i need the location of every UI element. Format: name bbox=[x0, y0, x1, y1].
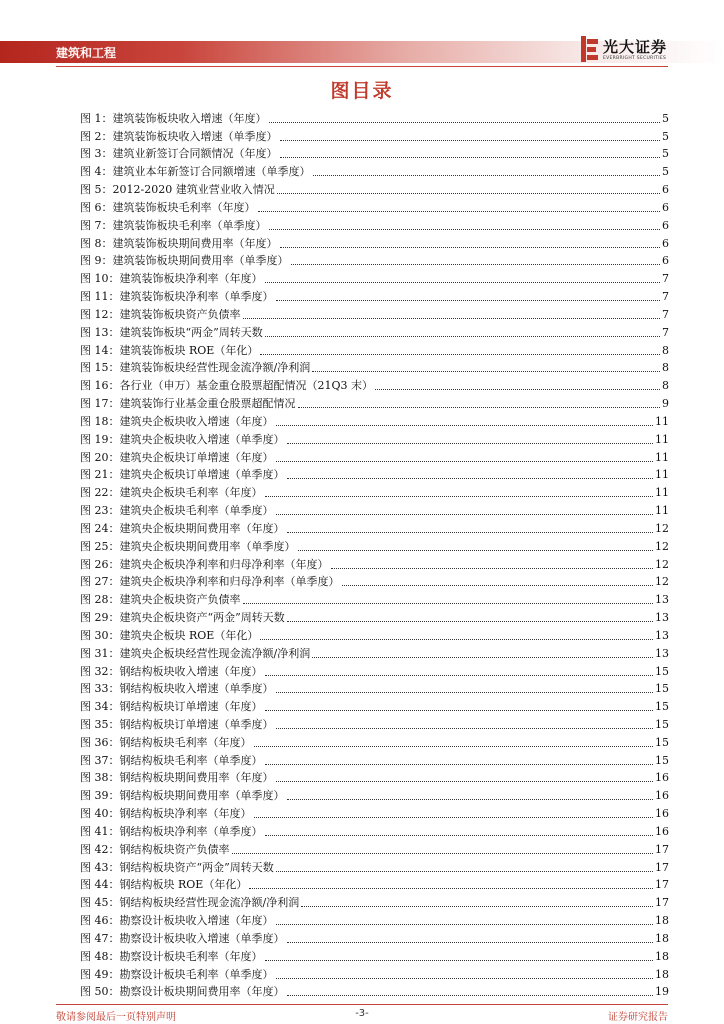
toc-entry-label[interactable]: 图 47：勘察设计板块收入增速（单季度） bbox=[80, 931, 285, 945]
toc-entry-page[interactable]: 17 bbox=[655, 860, 669, 874]
toc-entry-page[interactable]: 12 bbox=[655, 521, 669, 535]
toc-entry-label[interactable]: 图 50：勘察设计板块期间费用率（年度） bbox=[80, 985, 285, 999]
toc-leader-dots bbox=[276, 461, 654, 462]
toc-leader-dots bbox=[301, 906, 653, 907]
toc-entry[interactable] bbox=[80, 875, 669, 893]
toc-entry-label[interactable]: 图 33：钢结构板块收入增速（单季度） bbox=[80, 682, 274, 696]
toc-entry[interactable] bbox=[80, 679, 669, 697]
toc-leader-dots bbox=[243, 318, 661, 319]
toc-leader-dots bbox=[276, 978, 654, 979]
toc-leader-dots bbox=[249, 888, 653, 889]
toc-entry-label[interactable]: 图 36：钢结构板块毛利率（年度） bbox=[80, 735, 252, 749]
toc-leader-dots bbox=[287, 621, 653, 622]
toc-leader-dots bbox=[276, 728, 654, 729]
toc-entry[interactable] bbox=[80, 233, 669, 251]
toc-leader-dots bbox=[265, 710, 654, 711]
page-number: -3- bbox=[355, 1008, 369, 1019]
toc-entry-label[interactable]: 图 26：建筑央企板块净利率和归母净利率（年度） bbox=[80, 557, 329, 571]
footer-disclaimer: 敬请参阅最后一页特别声明 bbox=[56, 1012, 176, 1023]
toc-entry-label[interactable]: 图 43：钢结构板块资产“两金”周转天数 bbox=[80, 860, 274, 874]
toc-entry-page[interactable]: 5 bbox=[662, 129, 669, 143]
toc-leader-dots bbox=[287, 478, 654, 479]
toc-entry[interactable] bbox=[80, 161, 669, 179]
toc-entry[interactable] bbox=[80, 839, 669, 857]
toc-entry[interactable] bbox=[80, 857, 669, 875]
toc-leader-dots bbox=[265, 496, 654, 497]
toc-entry-page[interactable]: 5 bbox=[662, 111, 669, 125]
toc-entry-label[interactable]: 图 46：勘察设计板块收入增速（年度） bbox=[80, 914, 274, 928]
toc-entry[interactable] bbox=[80, 411, 669, 429]
toc-entry[interactable] bbox=[80, 197, 669, 215]
toc-entry-page[interactable]: 11 bbox=[655, 414, 669, 428]
toc-entry[interactable] bbox=[80, 696, 669, 714]
toc-entry-label[interactable]: 图 32：钢结构板块收入增速（年度） bbox=[80, 664, 263, 678]
toc-entry[interactable] bbox=[80, 910, 669, 928]
toc-entry[interactable] bbox=[80, 340, 669, 358]
toc-entry-page[interactable]: 15 bbox=[655, 753, 669, 767]
toc-entry-label[interactable]: 图 42：钢结构板块资产负债率 bbox=[80, 842, 230, 856]
toc-entry[interactable] bbox=[80, 465, 669, 483]
toc-leader-dots bbox=[276, 514, 654, 515]
toc-entry[interactable] bbox=[80, 286, 669, 304]
toc-leader-dots bbox=[269, 122, 661, 123]
toc-entry-page[interactable]: 6 bbox=[662, 254, 669, 268]
logo-mark-icon bbox=[581, 36, 599, 62]
toc-leader-dots bbox=[258, 211, 661, 212]
toc-entry-page[interactable]: 17 bbox=[655, 896, 669, 910]
toc-entry-page[interactable]: 15 bbox=[655, 682, 669, 696]
toc-entry-page[interactable]: 16 bbox=[655, 789, 669, 803]
toc-entry[interactable] bbox=[80, 625, 669, 643]
toc-leader-dots bbox=[276, 924, 654, 925]
logo-english-name: EVERBRIGHT SECURITIES bbox=[603, 56, 667, 61]
toc-entry-page[interactable]: 8 bbox=[662, 343, 669, 357]
toc-leader-dots bbox=[254, 817, 654, 818]
toc-entry[interactable] bbox=[80, 268, 669, 286]
toc-entry-page[interactable]: 12 bbox=[655, 539, 669, 553]
toc-entry-page[interactable]: 8 bbox=[662, 361, 669, 375]
toc-leader-dots bbox=[313, 175, 661, 176]
toc-entry-label[interactable]: 图 11：建筑装饰板块净利率（单季度） bbox=[80, 290, 274, 304]
toc-entry-label[interactable]: 图 31：建筑央企板块经营性现金流净额/净利润 bbox=[80, 646, 311, 660]
toc-entry-label[interactable]: 图 4：建筑业本年新签订合同额增速（单季度） bbox=[80, 165, 311, 179]
toc-leader-dots bbox=[342, 585, 654, 586]
toc-leader-dots bbox=[276, 781, 654, 782]
toc-entry-page[interactable]: 11 bbox=[655, 432, 669, 446]
toc-entry-label[interactable]: 图 44：钢结构板块 ROE（年化） bbox=[80, 878, 248, 892]
toc-entry[interactable] bbox=[80, 429, 669, 447]
toc-leader-dots bbox=[312, 657, 653, 658]
toc-entry[interactable] bbox=[80, 928, 669, 946]
toc-entry[interactable] bbox=[80, 536, 669, 554]
toc-entry-page[interactable]: 6 bbox=[662, 218, 669, 232]
toc-entry-page[interactable]: 15 bbox=[655, 664, 669, 678]
toc-leader-dots bbox=[254, 746, 654, 747]
toc-entry-page[interactable]: 16 bbox=[655, 824, 669, 838]
toc-title: 图目录 bbox=[330, 80, 394, 102]
toc-entry-label[interactable]: 图 45：钢结构板块经营性现金流净额/净利润 bbox=[80, 896, 300, 910]
toc-leader-dots bbox=[277, 193, 660, 194]
toc-entry-page[interactable]: 7 bbox=[662, 272, 669, 286]
toc-leader-dots bbox=[312, 371, 660, 372]
toc-entry[interactable] bbox=[80, 304, 669, 322]
toc-entry-label[interactable]: 图 35：钢结构板块订单增速（单季度） bbox=[80, 717, 274, 731]
toc-leader-dots bbox=[265, 764, 654, 765]
toc-entry-page[interactable]: 19 bbox=[655, 985, 669, 999]
toc-entry[interactable] bbox=[80, 964, 669, 982]
toc-entry-label[interactable]: 图 39：钢结构板块期间费用率（单季度） bbox=[80, 789, 285, 803]
section-title: 建筑和工程 bbox=[56, 46, 117, 60]
toc-entry[interactable] bbox=[80, 661, 669, 679]
toc-entry[interactable] bbox=[80, 768, 669, 786]
toc-entry[interactable] bbox=[80, 982, 669, 1000]
toc-entry-label[interactable]: 图 22：建筑央企板块毛利率（年度） bbox=[80, 486, 263, 500]
toc-entry-page[interactable]: 7 bbox=[662, 290, 669, 304]
toc-leader-dots bbox=[260, 639, 653, 640]
toc-entry-label[interactable]: 图 21：建筑央企板块订单增速（单季度） bbox=[80, 468, 285, 482]
toc-leader-dots bbox=[260, 354, 660, 355]
toc-entry-page[interactable]: 11 bbox=[655, 504, 669, 518]
toc-entry-page[interactable]: 12 bbox=[655, 575, 669, 589]
toc-entry-label[interactable]: 图 24：建筑央企板块期间费用率（年度） bbox=[80, 521, 285, 535]
toc-entry-label[interactable]: 图 8：建筑装饰板块期间费用率（年度） bbox=[80, 236, 278, 250]
toc-entry-label[interactable]: 图 7：建筑装饰板块毛利率（单季度） bbox=[80, 218, 267, 232]
toc-entry[interactable] bbox=[80, 358, 669, 376]
toc-leader-dots bbox=[276, 425, 654, 426]
toc-entry-page[interactable]: 18 bbox=[655, 949, 669, 963]
toc-entry-page[interactable]: 13 bbox=[655, 593, 669, 607]
toc-entry-label[interactable]: 图 49：勘察设计板块毛利率（单季度） bbox=[80, 967, 274, 981]
toc-leader-dots bbox=[331, 568, 654, 569]
toc-entry-label[interactable]: 图 5：2012-2020 建筑业营业收入情况 bbox=[80, 183, 275, 197]
toc-leader-dots bbox=[280, 247, 661, 248]
toc-entry-page[interactable]: 18 bbox=[655, 914, 669, 928]
toc-leader-dots bbox=[298, 550, 654, 551]
toc-entry-page[interactable]: 6 bbox=[662, 200, 669, 214]
toc-entry[interactable] bbox=[80, 482, 669, 500]
toc-entry-label[interactable]: 图 40：钢结构板块净利率（年度） bbox=[80, 807, 252, 821]
toc-entry[interactable] bbox=[80, 251, 669, 269]
toc-leader-dots bbox=[287, 799, 654, 800]
toc-leader-dots bbox=[280, 140, 661, 141]
toc-leader-dots bbox=[265, 675, 654, 676]
toc-entry[interactable] bbox=[80, 607, 669, 625]
toc-leader-dots bbox=[265, 960, 654, 961]
toc-entry-label[interactable]: 图 29：建筑央企板块资产“两金”周转天数 bbox=[80, 611, 285, 625]
toc-entry-label[interactable]: 图 1：建筑装饰板块收入增速（年度） bbox=[80, 111, 267, 125]
toc-entry[interactable] bbox=[80, 500, 669, 518]
toc-leader-dots bbox=[291, 264, 661, 265]
toc-entry-label[interactable]: 图 16：各行业（申万）基金重仓股票超配情况（21Q3 末） bbox=[80, 379, 374, 393]
toc-entry-label[interactable]: 图 9：建筑装饰板块期间费用率（单季度） bbox=[80, 254, 289, 268]
toc-entry-page[interactable]: 7 bbox=[662, 307, 669, 321]
toc-entry-label[interactable]: 图 19：建筑央企板块收入增速（单季度） bbox=[80, 432, 285, 446]
toc-entry-page[interactable]: 16 bbox=[655, 807, 669, 821]
logo-name: 光大证券 bbox=[603, 38, 668, 56]
toc-entry-page[interactable]: 13 bbox=[655, 646, 669, 660]
toc-entry-page[interactable]: 17 bbox=[655, 878, 669, 892]
toc-leader-dots bbox=[269, 229, 661, 230]
toc-entry-page[interactable]: 18 bbox=[655, 931, 669, 945]
toc-entry-label[interactable]: 图 15：建筑装饰板块经营性现金流净额/净利润 bbox=[80, 361, 311, 375]
toc-entry-label[interactable]: 图 3：建筑业新签订合同额情况（年度） bbox=[80, 147, 278, 161]
figure-list bbox=[80, 108, 669, 999]
toc-entry-label[interactable]: 图 37：钢结构板块毛利率（单季度） bbox=[80, 753, 263, 767]
footer-report-type: 证券研究报告 bbox=[608, 1012, 668, 1023]
toc-entry-page[interactable]: 7 bbox=[662, 325, 669, 339]
toc-entry[interactable] bbox=[80, 447, 669, 465]
toc-entry[interactable] bbox=[80, 643, 669, 661]
toc-entry-page[interactable]: 5 bbox=[662, 147, 669, 161]
toc-entry[interactable] bbox=[80, 144, 669, 162]
toc-entry-label[interactable]: 图 17：建筑装饰行业基金重仓股票超配情况 bbox=[80, 397, 296, 411]
toc-entry-label[interactable]: 图 30：建筑央企板块 ROE（年化） bbox=[80, 628, 259, 642]
toc-leader-dots bbox=[265, 282, 661, 283]
toc-entry[interactable] bbox=[80, 518, 669, 536]
toc-entry[interactable] bbox=[80, 375, 669, 393]
toc-leader-dots bbox=[287, 532, 654, 533]
toc-entry[interactable] bbox=[80, 589, 669, 607]
toc-entry-page[interactable]: 6 bbox=[662, 183, 669, 197]
toc-entry-label[interactable]: 图 6：建筑装饰板块毛利率（年度） bbox=[80, 200, 256, 214]
toc-entry-page[interactable]: 16 bbox=[655, 771, 669, 785]
toc-entry-label[interactable]: 图 13：建筑装饰板块“两金”周转天数 bbox=[80, 325, 263, 339]
toc-leader-dots bbox=[375, 389, 660, 390]
toc-leader-dots bbox=[276, 692, 654, 693]
toc-entry-label[interactable]: 图 20：建筑央企板块订单增速（年度） bbox=[80, 450, 274, 464]
toc-entry-page[interactable]: 9 bbox=[662, 397, 669, 411]
toc-entry-page[interactable]: 17 bbox=[655, 842, 669, 856]
toc-leader-dots bbox=[287, 942, 654, 943]
toc-entry-page[interactable]: 12 bbox=[655, 557, 669, 571]
toc-entry-page[interactable]: 6 bbox=[662, 236, 669, 250]
toc-leader-dots bbox=[287, 443, 654, 444]
toc-leader-dots bbox=[232, 853, 654, 854]
toc-entry-label[interactable]: 图 12：建筑装饰板块资产负债率 bbox=[80, 307, 241, 321]
toc-leader-dots bbox=[265, 336, 660, 337]
toc-entry[interactable] bbox=[80, 322, 669, 340]
toc-entry[interactable] bbox=[80, 108, 669, 126]
toc-leader-dots bbox=[276, 300, 661, 301]
toc-entry-label[interactable]: 图 27：建筑央企板块净利率和归母净利率（单季度） bbox=[80, 575, 340, 589]
toc-entry[interactable] bbox=[80, 179, 669, 197]
toc-entry-label[interactable]: 图 38：钢结构板块期间费用率（年度） bbox=[80, 771, 274, 785]
toc-entry-page[interactable]: 5 bbox=[662, 165, 669, 179]
toc-entry[interactable] bbox=[80, 393, 669, 411]
toc-entry-page[interactable]: 13 bbox=[655, 628, 669, 642]
toc-entry-page[interactable]: 11 bbox=[655, 468, 669, 482]
toc-entry-label[interactable]: 图 14：建筑装饰板块 ROE（年化） bbox=[80, 343, 259, 357]
toc-entry[interactable] bbox=[80, 554, 669, 572]
toc-leader-dots bbox=[276, 871, 653, 872]
toc-leader-dots bbox=[287, 995, 654, 996]
toc-entry[interactable] bbox=[80, 732, 669, 750]
toc-entry-label[interactable]: 图 23：建筑央企板块毛利率（单季度） bbox=[80, 504, 274, 518]
toc-entry-page[interactable]: 11 bbox=[655, 486, 669, 500]
toc-entry-page[interactable]: 15 bbox=[655, 717, 669, 731]
toc-leader-dots bbox=[280, 157, 661, 158]
toc-entry-label[interactable]: 图 2：建筑装饰板块收入增速（单季度） bbox=[80, 129, 278, 143]
toc-entry-label[interactable]: 图 18：建筑央企板块收入增速（年度） bbox=[80, 414, 274, 428]
toc-entry-page[interactable]: 15 bbox=[655, 700, 669, 714]
toc-entry-page[interactable]: 13 bbox=[655, 611, 669, 625]
toc-leader-dots bbox=[243, 603, 654, 604]
toc-entry-label[interactable]: 图 25：建筑央企板块期间费用率（单季度） bbox=[80, 539, 296, 553]
toc-entry[interactable] bbox=[80, 821, 669, 839]
toc-entry[interactable] bbox=[80, 126, 669, 144]
company-logo bbox=[581, 36, 681, 66]
toc-entry-page[interactable]: 8 bbox=[662, 379, 669, 393]
toc-entry-label[interactable]: 图 28：建筑央企板块资产负债率 bbox=[80, 593, 241, 607]
footer-divider bbox=[56, 1004, 668, 1005]
toc-entry-label[interactable]: 图 41：钢结构板块净利率（单季度） bbox=[80, 824, 263, 838]
toc-entry[interactable] bbox=[80, 714, 669, 732]
toc-entry[interactable] bbox=[80, 785, 669, 803]
toc-entry-page[interactable]: 11 bbox=[655, 450, 669, 464]
toc-entry[interactable] bbox=[80, 750, 669, 768]
toc-entry-label[interactable]: 图 34：钢结构板块订单增速（年度） bbox=[80, 700, 263, 714]
toc-entry[interactable] bbox=[80, 803, 669, 821]
toc-entry-page[interactable]: 18 bbox=[655, 967, 669, 981]
toc-entry[interactable] bbox=[80, 215, 669, 233]
toc-entry[interactable] bbox=[80, 946, 669, 964]
toc-leader-dots bbox=[298, 407, 661, 408]
toc-entry-label[interactable]: 图 48：勘察设计板块毛利率（年度） bbox=[80, 949, 263, 963]
toc-entry-page[interactable]: 15 bbox=[655, 735, 669, 749]
toc-entry[interactable] bbox=[80, 892, 669, 910]
toc-entry-label[interactable]: 图 10：建筑装饰板块净利率（年度） bbox=[80, 272, 263, 286]
toc-entry[interactable] bbox=[80, 572, 669, 590]
header-divider bbox=[56, 66, 668, 67]
toc-leader-dots bbox=[265, 835, 654, 836]
